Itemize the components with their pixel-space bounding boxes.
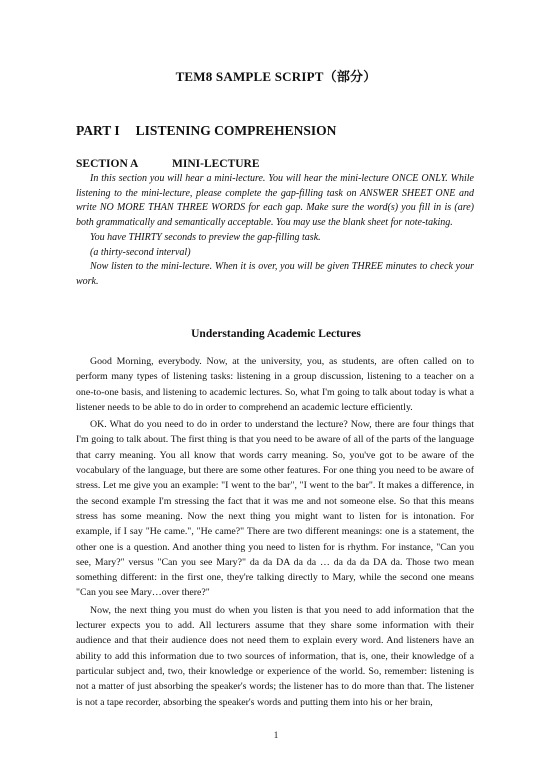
part-number: PART I <box>76 123 120 138</box>
script-paragraph: Good Morning, everybody. Now, at the university, you, as students, are often called on to perform many types of listening tasks: listening in a group discussion, listening to a teacher on a one-to-one basis, and listening to academic lectures. So, what I'm going to talk about today is what a listener needs to be able to do in order to comprehend an academic lecture efficiently. <box>76 356 474 413</box>
document-title: TEM8 SAMPLE SCRIPT（部分） <box>175 69 377 84</box>
directions-paragraph: Now listen to the mini-lecture. When it is over, you will be given THREE minutes to check your work. <box>76 261 474 287</box>
page-number: 1 <box>273 730 279 740</box>
section-label: SECTION A <box>76 158 139 170</box>
part-heading <box>76 123 352 139</box>
directions-paragraph: You have THIRTY seconds to preview the gap-filling task. <box>90 231 321 243</box>
section-name: MINI-LECTURE <box>172 158 260 170</box>
lecture-title: Understanding Academic Lectures <box>191 328 361 340</box>
section-heading <box>76 158 260 170</box>
directions-paragraph: (a thirty-second interval) <box>90 246 191 258</box>
script-paragraph: Now, the next thing you must do when you listen is that you need to add information that the lecturer expects you to add. All lecturers assume that they share some information with their audience and that their audience does not need them to explain every word. And listeners have an ability to add this information due to two sources of information, that is, one, their knowledge of a particular subject and, two, their knowledge or experience of the world. So, remember: listening is not a matter of just absorbing the speaker's words; the listener has to do more than that. The listener is not a tape recorder, absorbing the speaker's words and putting them into his or her brain, <box>76 604 474 708</box>
lecture-script <box>76 354 474 710</box>
directions-paragraph: In this section you will hear a mini-lecture. You will hear the mini-lecture ONCE ONLY. While listening to the mini-lecture, please complete the gap-filling task on ANSWER SHEET ONE and write NO MORE THAN THREE WORDS for each gap. Make sure the word(s) you fill in is (are) both grammatically and semantically acceptable. You may use the blank sheet for note-taking. <box>76 173 474 229</box>
script-paragraph: OK. What do you need to do in order to understand the lecture? Now, there are four things that I'm going to talk about. The first thing is that you need to be aware of all of the parts of the language that carry meaning. You all know that words carry meaning. So, you've got to be aware of the vocabulary of the language, but there are some other features. For one thing you need to be aware of stress. Let me give you an example: "I went to the bar", "I went to the bar". It makes a difference, in the second example I'm stressing the fact that it was me and not someone else. So that this means stress has some meaning. Now the next thing you might want to listen for is intonation. For example, if I say "He came.", "He came?" There are two different meanings: one is a statement, the other one is a question. And another thing you need to listen for is rhythm. For instance, "Can you see, Mary?" versus "Can you see Mary?" da da DA da da … da da da DA da. Those two mean something different: in the first one, they're talking directly to Mary, while the second one means "Can you see Mary…over there?" <box>76 419 474 599</box>
directions-block <box>76 172 474 290</box>
part-name: LISTENING COMPREHENSION <box>135 123 337 138</box>
